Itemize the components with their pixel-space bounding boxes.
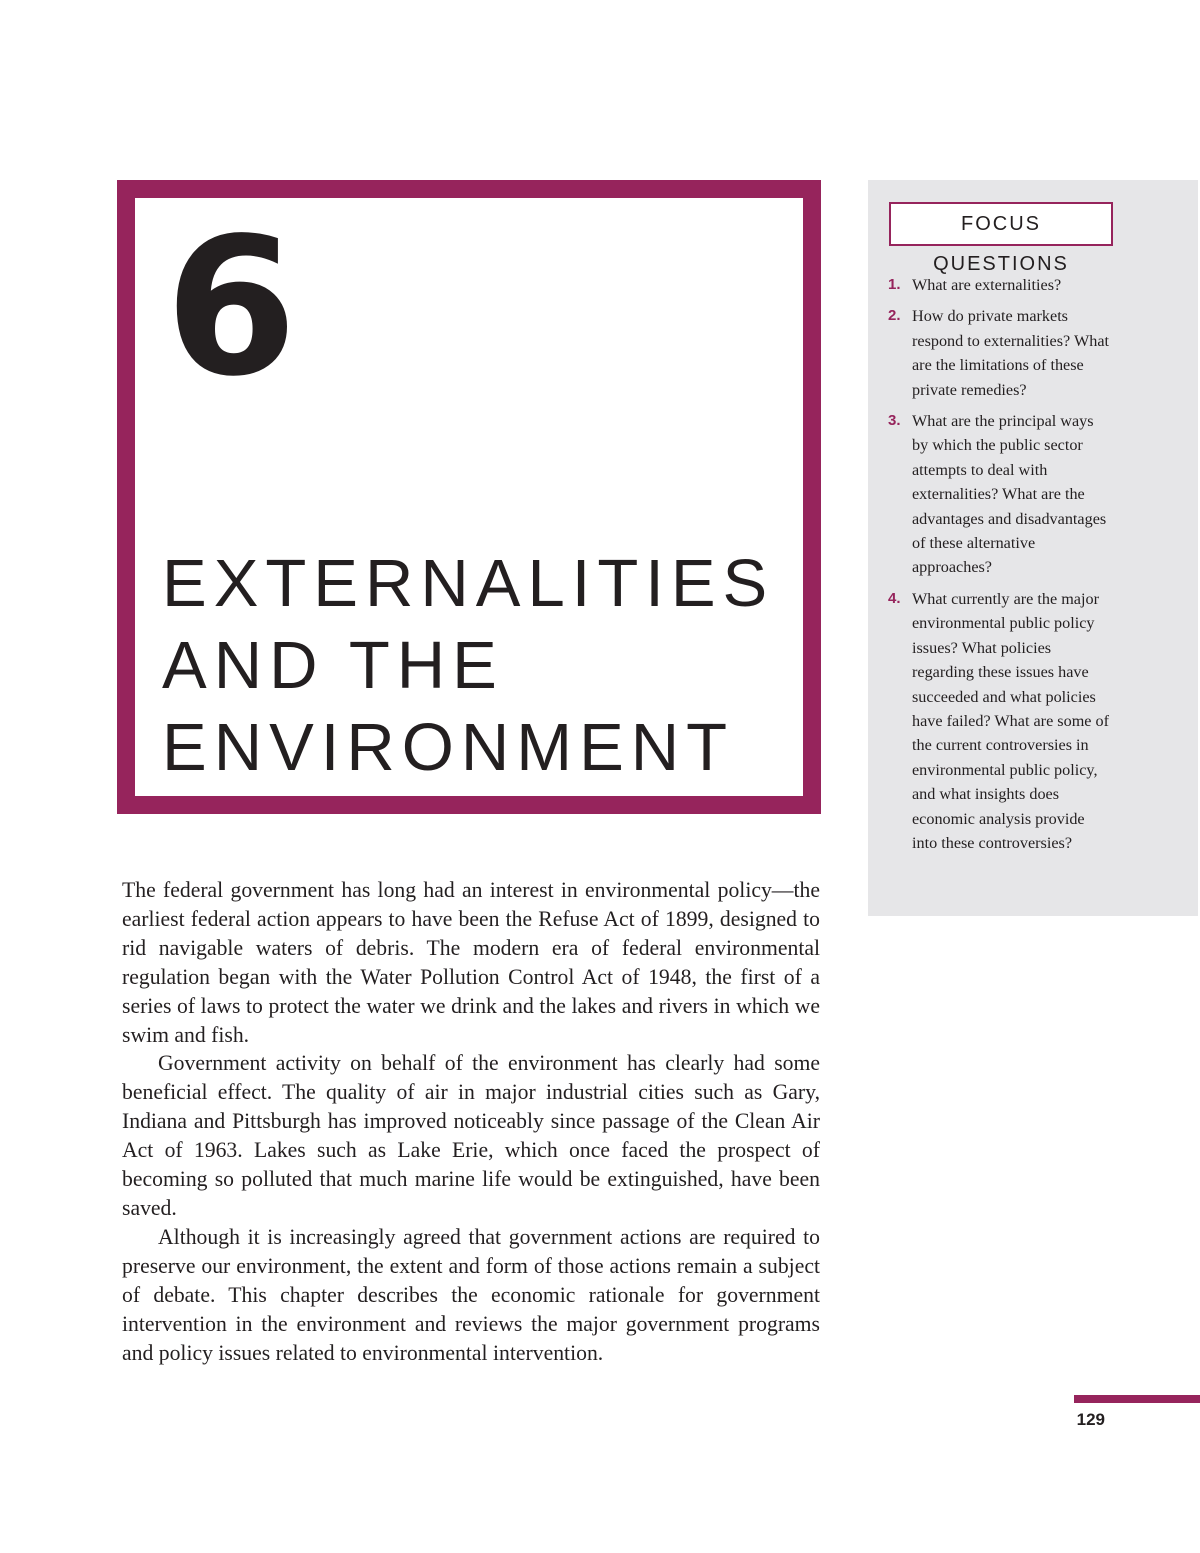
question-text: What currently are the major environmental public policy issues? What policies regarding these issues have succeeded and what policies have failed? What are some of the current controversies in environmental public policy, and what insights does economic analysis provide into these controversies? <box>912 589 1110 852</box>
chapter-intro-text <box>122 876 820 1367</box>
focus-question <box>888 587 1113 855</box>
question-number: 1. <box>888 276 901 293</box>
body-paragraph: Although it is increasingly agreed that government actions are required to preserve our environment, the extent and form of those actions remain a subject of debate. This chapter describes the economic rationale for government intervention in the environment and reviews the major government programs and policy issues related to environmental intervention. <box>122 1224 820 1365</box>
body-paragraph: Government activity on behalf of the environment has clearly had some beneficial effect. The quality of air in major industrial cities such as Gary, Indiana and Pittsburgh has improved noticeably since passage of the Clean Air Act of 1963. Lakes such as Lake Erie, which once faced the prospect of becoming so polluted that much marine life would be extinguished, have been saved. <box>122 1051 820 1220</box>
chapter-title-line: EXTERNALITIES <box>162 546 775 621</box>
page-number-rule <box>1074 1395 1200 1403</box>
page-number: 129 <box>1076 1410 1105 1429</box>
question-number: 2. <box>888 307 901 325</box>
chapter-title <box>162 543 812 789</box>
focus-questions-header: FOCUS QUESTIONS <box>889 202 1113 246</box>
focus-questions-sidebar <box>868 180 1198 916</box>
focus-questions-list <box>888 273 1113 862</box>
focus-question <box>888 273 1113 297</box>
question-text: What are externalities? <box>912 276 1062 294</box>
body-paragraph: The federal government has long had an interest in environmental policy—the earliest federal action appears to have been the Refuse Act of 1899, designed to rid navigable waters of debris. The modern era of federal environmental regulation began with the Water Pollution Control Act of 1948, the first of a series of laws to protect the water we drink and the lakes and rivers in which we swim and fish. <box>122 878 820 1047</box>
chapter-title-line: AND THE <box>162 628 504 703</box>
question-number: 4. <box>888 589 901 607</box>
focus-question <box>888 409 1113 580</box>
question-number: 3. <box>888 412 901 430</box>
chapter-number: 6 <box>165 197 298 418</box>
question-text: What are the principal ways by which the public sector attempts to deal with externalities? What are the advantages and disadvantages of these alternative approaches? <box>912 412 1107 577</box>
question-text: How do private markets respond to externalities? What are the limitations of these private remedies? <box>912 307 1110 399</box>
chapter-title-line: ENVIRONMENT <box>162 710 735 785</box>
chapter-title-box <box>117 180 821 814</box>
focus-question <box>888 304 1113 402</box>
